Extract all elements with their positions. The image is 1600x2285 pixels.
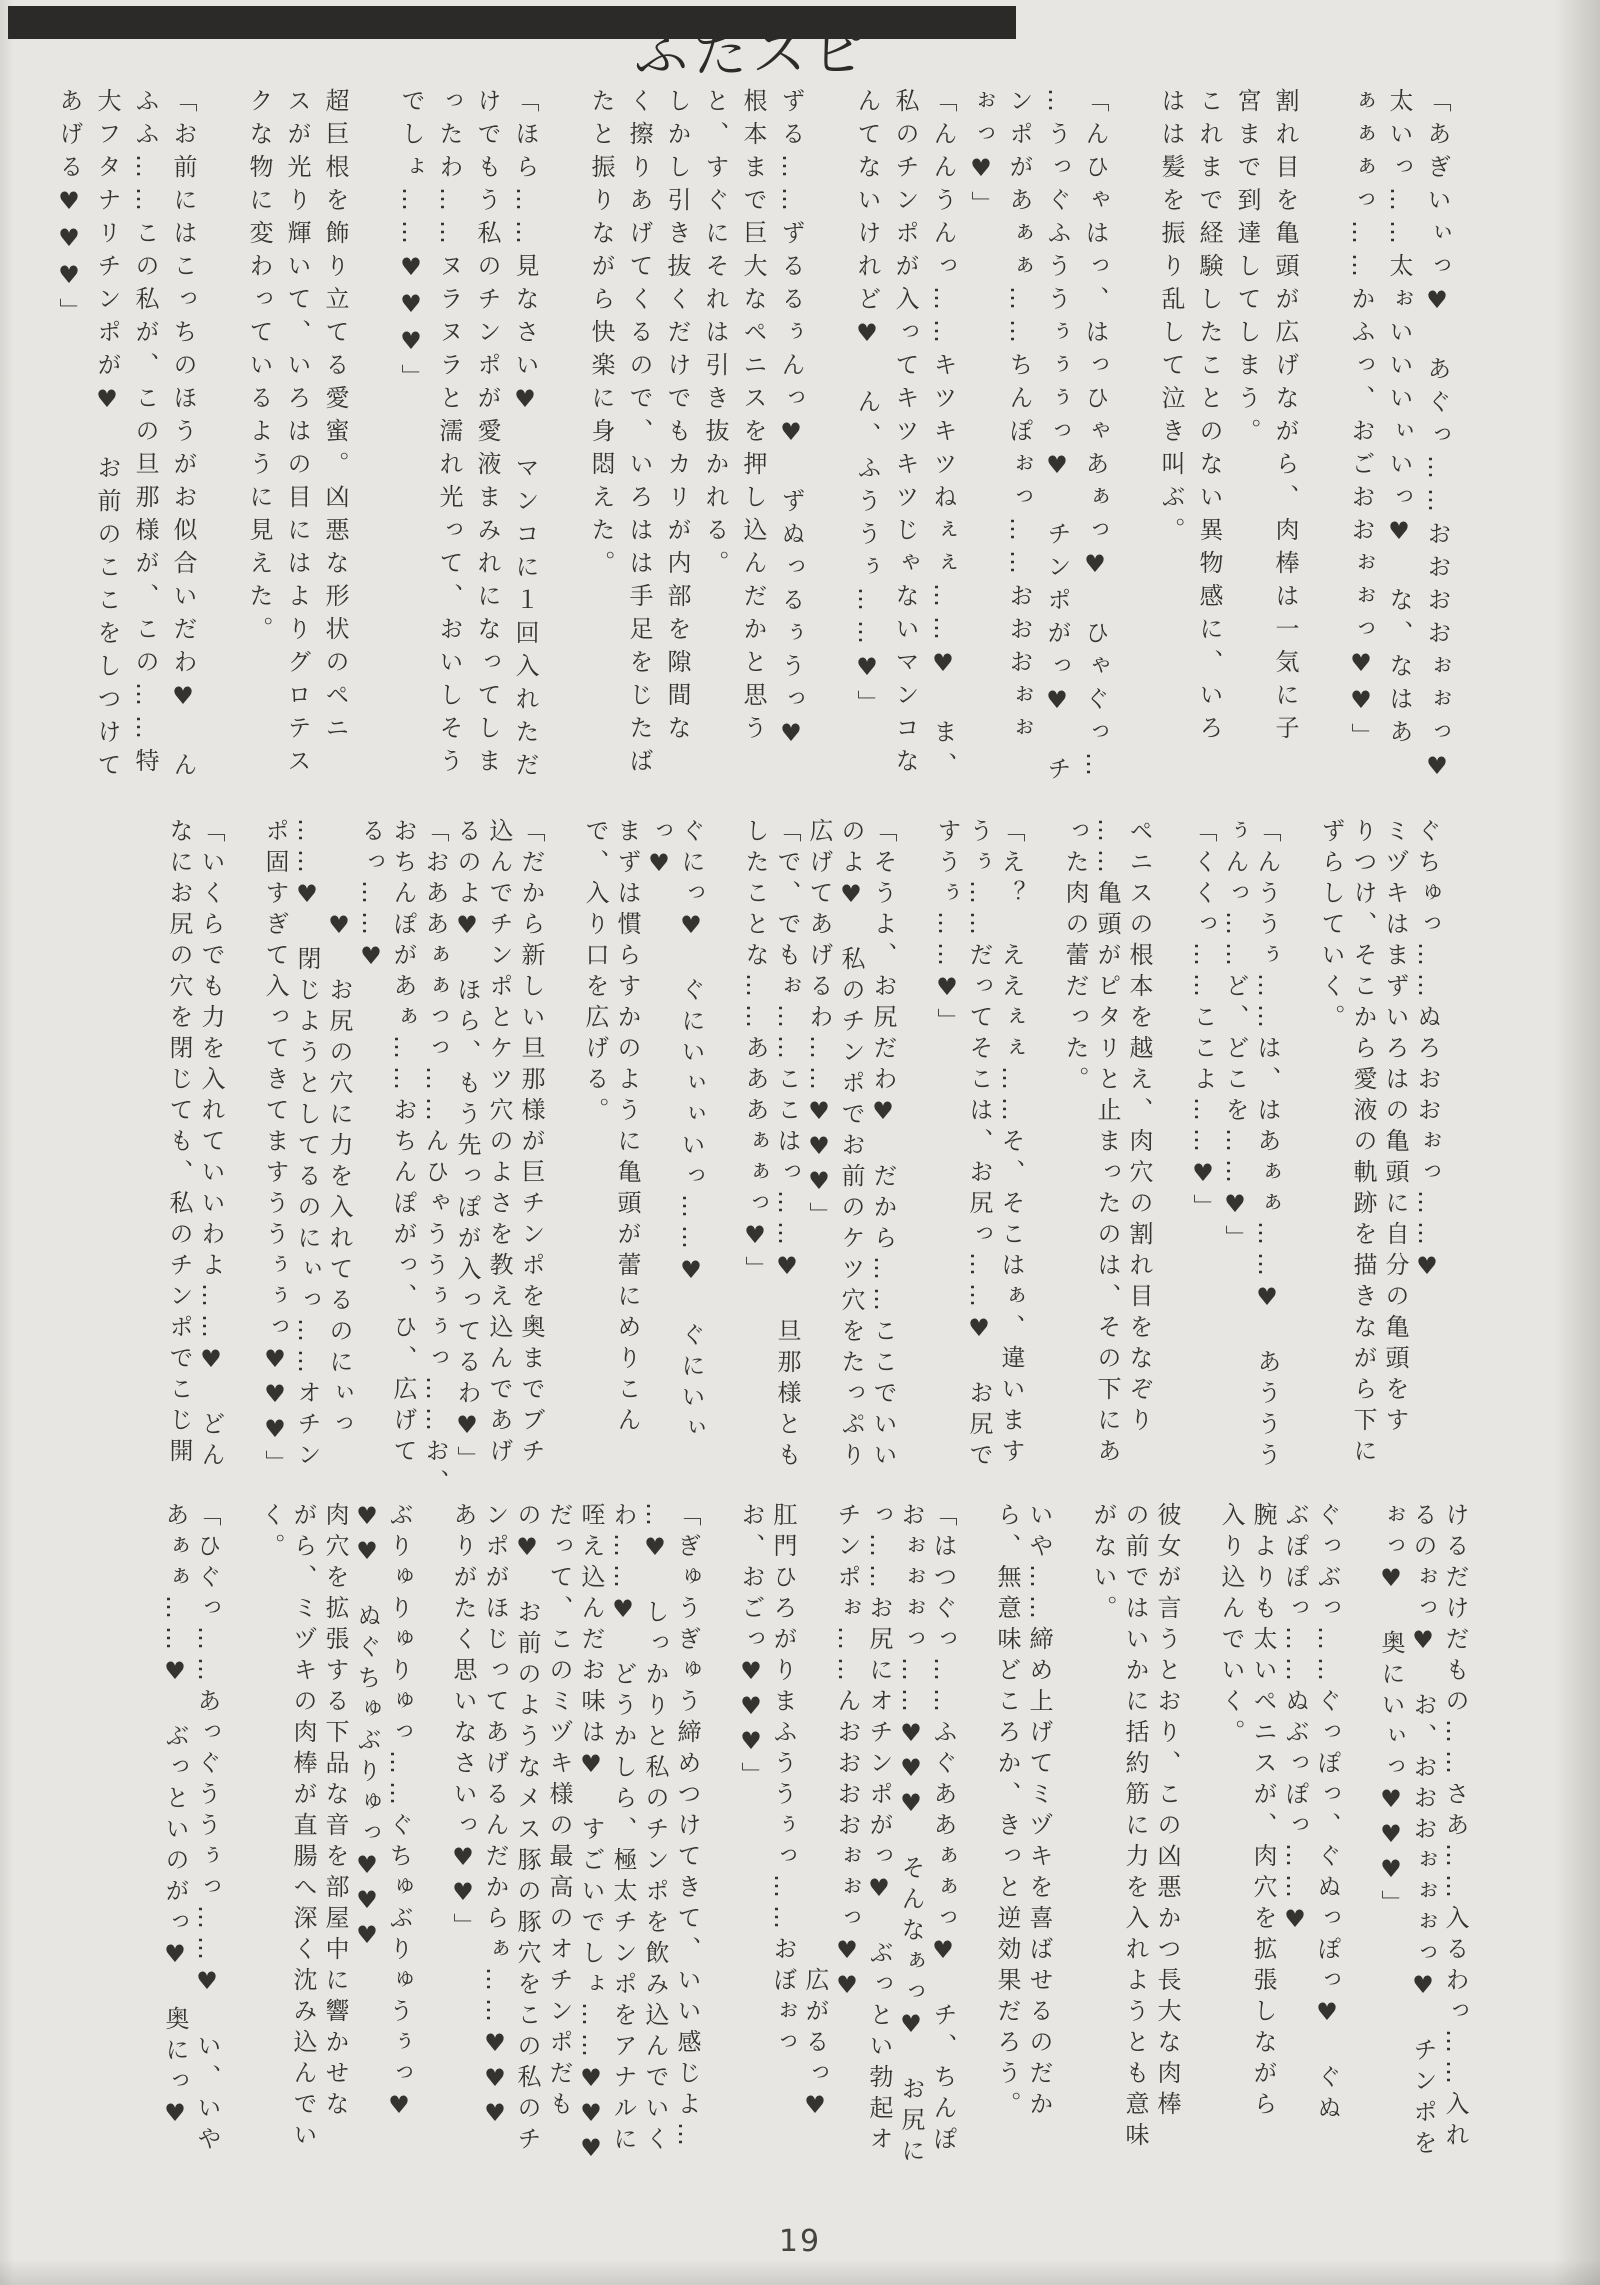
text-column: ンポがほじってあげるんだからぁ……♥♥♥ (481, 1502, 509, 2134)
text-column: 「お前にはこっちのほうがお似合いだわ♥ ん (169, 88, 197, 785)
text-column: 割れ目を亀頭が広げながら、肉棒は一気に子 (1271, 88, 1299, 748)
text-column: 「んひゃはっ、はっひゃあぁっ♥ ひゃぐっ… (1081, 88, 1109, 785)
text-column: ミヅキはまずいろはの亀頭に自分の亀頭をす (1381, 818, 1409, 1438)
text-column: ぶりゅりゅりゅっ……ぐちゅぶりゅうぅっ♥ (385, 1502, 413, 2126)
text-column: 大フタナリチンポが♥ お前のここをしつけて (93, 88, 121, 785)
text-column: 腕よりも太いペニスが、肉穴を拡張しながら (1249, 1502, 1277, 2122)
text-column: った肉の蕾だった。 (1061, 818, 1089, 1097)
text-band-bottom (159, 1502, 1471, 2194)
text-column: ……♥ 閉じようとしてるのにぃっ……オチン (293, 818, 321, 1473)
page-title: ふたスピ (634, 21, 870, 84)
text-column: ペニスの根本を越え、肉穴の割れ目をなぞり (1125, 818, 1153, 1438)
text-column: 太いっ……太ぉいいいぃいっ♥ な、なはあ (1385, 88, 1413, 752)
text-column: るのよ♥ ほら、もう先っぽが入ってるわ♥」 (453, 818, 481, 1477)
page-number: 19 (778, 2224, 822, 2259)
text-column: ぅんっ……ど、どこを……♥」 (1221, 818, 1249, 1256)
text-column: 「ほら……見なさい♥ マンコに１回入れただ (511, 88, 539, 785)
text-column: ふふ……この私が、この旦那様が、この……特 (131, 88, 159, 781)
text-column: 「おああぁぁっっ……んひゃううぅぅっ……お、 (421, 818, 449, 1500)
text-column: りつけ、そこから愛液の軌跡を描きながら下に (1349, 818, 1377, 1469)
text-column: るのぉっ♥ お、おおおぉぉぉっ♥ チンポを (1409, 1502, 1437, 2161)
text-column: 彼女が言うとおり、この凶悪かつ長大な肉棒 (1153, 1502, 1181, 2122)
text-column: 「いくらでも力を入れていいわよ……♥ どん (197, 818, 225, 1473)
text-column: んてないけれど♥ ん、ふううぅ……♥」 (853, 88, 881, 723)
text-column: ずる……ずるるぅんっ♥ ずぬっるぅうっ♥ (777, 88, 805, 756)
text-column: ……亀頭がピタリと止まったのは、その下にあ (1093, 818, 1121, 1469)
text-band-middle (163, 818, 1443, 1500)
text-column: …うっぐふううぅぅぅっ♥ チンポがっ♥ チ (1043, 88, 1071, 789)
text-column: でしょ……♥♥♥」 (397, 88, 425, 397)
text-column: っ♥ (645, 818, 673, 884)
text-column: まずは慣らすかのように亀頭が蕾にめりこん (613, 818, 641, 1438)
text-column: ったわ……ヌラヌラと濡れ光って、おいしそう (435, 88, 463, 781)
text-column: で、入り口を広げる。 (581, 818, 609, 1128)
text-column: ♥ お尻の穴に力を入れてるのにぃっ (325, 911, 353, 1442)
text-column: クな物に変わっているように見えた。 (245, 88, 273, 649)
text-column: 根本まで巨大なペニスを押し込んだかと思う (739, 88, 767, 748)
text-column: 宮まで到達してしまう。 (1233, 88, 1261, 451)
text-column: の前ではいかに括約筋に力を入れようとも意味 (1121, 1502, 1149, 2153)
text-column: わ……♥ どうかしら、極太チンポをアナルに (609, 1502, 637, 2157)
text-column: あぁぁ……♥ ぶっといのがっ♥ 奥にっ♥ (161, 1502, 189, 2134)
text-column: ぐにっ♥ ぐにいぃぃいっ……♥ ぐにいぃ (677, 818, 705, 1446)
text-column: ありがたく思いなさいっ♥♥」 (449, 1502, 477, 1944)
text-column: っ……お尻にオチンポがっ♥ ぶっとい勃起オ (865, 1502, 893, 2157)
text-column: 「え？ ええぇぇ……そ、そこはぁ、違います (997, 818, 1025, 1469)
text-column: 「あぎいぃっ♥ あぐっ……おおおおぉぉっ♥ (1423, 88, 1451, 789)
text-column: たと振りながら快楽に身悶えた。 (587, 88, 615, 583)
text-column: 込んでチンポとケツ穴のよさを教え込んであげ (485, 818, 513, 1469)
text-column: ポ固すぎて入ってきてますううぅぅっ♥♥♥」 (261, 818, 289, 1481)
text-column: 「だから新しい旦那様が巨チンポを奥までブチ (517, 818, 545, 1469)
text-column: うぅ……だってそこは、お尻っ……♥ お尻で (965, 818, 993, 1473)
text-column: 「んんうんっ……キツキツねぇぇ……♥ ま、 (929, 88, 957, 785)
text-column: すうぅ……♥」 (933, 818, 961, 1039)
text-column: 超巨根を飾り立てる愛蜜。凶悪な形状のペニ (321, 88, 349, 748)
text-column: ぐっぶっ……ぐっぽっ、ぐぬっぽっ♥ ぐぬ (1313, 1502, 1341, 2126)
text-column: したことな……あああぁぁっ♥」 (741, 818, 769, 1287)
text-column: 「で、でもぉ……ここはっ……♥ 旦那様とも (773, 818, 801, 1473)
text-column: 「んううぅ……は、はあぁぁ……♥ あううう (1253, 818, 1281, 1473)
text-column: ぶぽぽっ……ぬぶっぽっ……♥ (1281, 1502, 1309, 1940)
text-column: あげる♥♥♥」 (55, 88, 83, 331)
scan-shadow-bottom (0, 2259, 1600, 2285)
scan-shadow-right (1554, 0, 1600, 2285)
text-column: しかし引き抜くだけでもカリが内部を隙間な (663, 88, 691, 748)
text-column: おちんぽがあぁ……おちんぽがっ、ひ、広げて (389, 818, 417, 1469)
text-column: 入り込んでいく。 (1217, 1502, 1245, 1750)
scan-shadow-left (0, 0, 14, 2285)
text-column: の♥ お前のようなメス豚の豚穴をこの私のチ (513, 1502, 541, 2157)
text-column: スが光り輝いて、いろはの目にはよりグロテス (283, 88, 311, 781)
text-column: のよ♥ 私のチンポでお前のケツ穴をたっぷり (837, 818, 865, 1473)
text-column: がない。 (1089, 1502, 1117, 1626)
text-column: けでもう私のチンポが愛液まみれになってしま (473, 88, 501, 781)
text-column: ら、無意味どころか、きっと逆効果だろう。 (993, 1502, 1021, 2122)
text-column: く。 (257, 1502, 285, 1564)
text-column: と、すぐにそれは引き抜かれる。 (701, 88, 729, 583)
text-column: 「くくっ……ここよ……♥」 (1189, 818, 1217, 1225)
text-column: ぁぁぁっ……かふっ、おごおおぉぉっ♥♥」 (1347, 88, 1375, 756)
text-column: 広がるっ♥ (801, 1967, 829, 2126)
text-band-top (50, 88, 1456, 789)
text-column: …♥ しっかりと私のチンポを飲み込んでいく (641, 1502, 669, 2157)
text-column: 肉穴を拡張する下品な音を部屋中に響かせな (321, 1502, 349, 2122)
text-column: ぐちゅっ……ぬろおおぉっ……♥ (1413, 818, 1441, 1287)
text-column: ンポがあぁぁ……ちんぽぉっ……おおおぉぉ (1005, 88, 1033, 748)
text-column: ずらしていく。 (1317, 818, 1345, 1035)
text-column: く擦りあげてくるので、いろはは手足をじたば (625, 88, 653, 781)
text-column: 広げてあげるわ……♥♥♥」 (805, 818, 833, 1233)
text-column: ぉっ♥ 奥にいぃっ♥♥♥」 (1377, 1502, 1405, 1921)
text-column: だって、このミヅキ様の最高のオチンポだも (545, 1502, 573, 2122)
text-column: るっ……♥ (357, 818, 385, 977)
text-column: ♥♥ ぬぐちゅぶりゅっ♥♥♥ (353, 1502, 381, 1956)
text-column: おぉぉぉっ……♥♥♥ そんなぁっ♥ お尻に (897, 1502, 925, 2169)
text-column: 「はつぐっ……ふぐああぁぁっ♥ チ、ちんぽ (929, 1502, 957, 2157)
text-column: がら、ミヅキの肉棒が直腸へ深く沈み込んでい (289, 1502, 317, 2153)
text-column: 私のチンポが入ってキツキツじゃないマンコな (891, 88, 919, 781)
text-column: はは髪を振り乱して泣き叫ぶ。 (1157, 88, 1185, 550)
text-column: 「ぎゅうぎゅう締めつけてきて、いい感じよ… (673, 1502, 701, 2153)
text-column: チンポぉ……んおおおおぉぉっ♥♥ (833, 1502, 861, 2006)
text-column: けるだけだもの……さあ……入るわっ……入れ (1441, 1502, 1469, 2153)
text-column: ぉっ♥」 (967, 88, 995, 224)
text-column: なにお尻の穴を閉じても、私のチンポでこじ開 (165, 818, 193, 1469)
text-column: これまで経験したことのない異物感に、いろ (1195, 88, 1223, 748)
text-column: 「そうよ、お尻だわ♥ だから……ここでいい (869, 818, 897, 1473)
text-column: 「ひぐっ……あっぐううぅっ……♥ い、いや (193, 1502, 221, 2157)
text-column: お、おごっ♥♥♥」 (737, 1502, 765, 1793)
text-column: 咥え込んだお味は♥ すごいでしょ……♥♥♥ (577, 1502, 605, 2169)
text-column: 肛門ひろがりまふううぅっ……おぼぉっ (769, 1502, 797, 2060)
text-column: いや……締め上げてミヅキを喜ばせるのだか (1025, 1502, 1053, 2122)
